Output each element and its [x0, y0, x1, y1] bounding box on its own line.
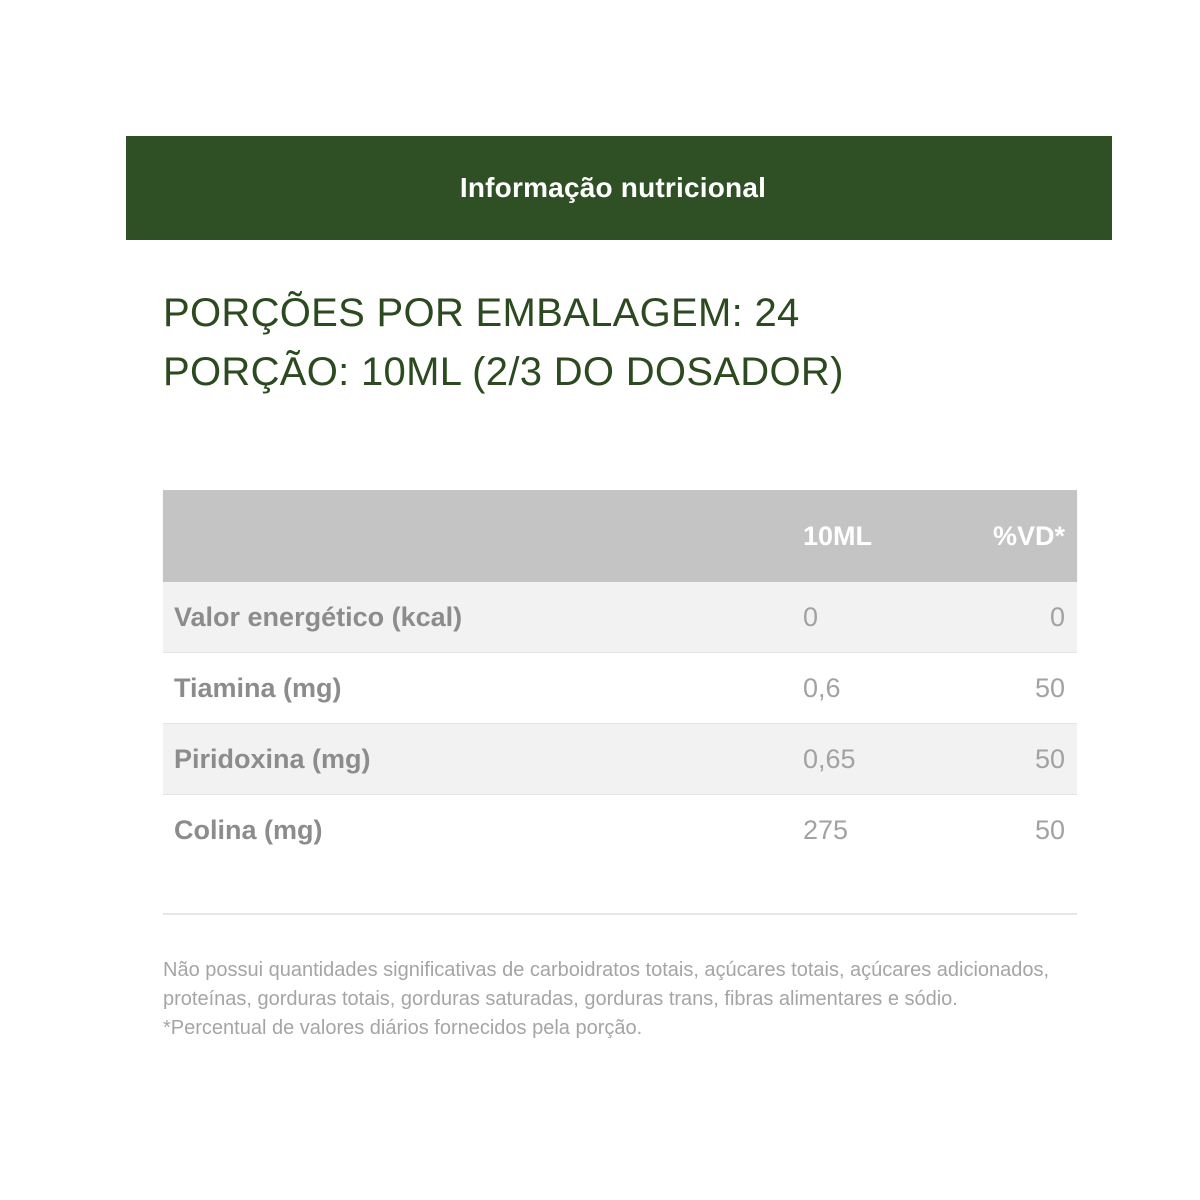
daily-value-note: *Percentual de valores diários fornecidos pela porção.: [163, 1017, 643, 1039]
table-row: [163, 795, 1077, 865]
row-name: Valor energético (kcal): [174, 601, 463, 632]
section-divider: [163, 913, 1077, 915]
portion-size: PORÇÃO: 10ML (2/3 DO DOSADOR): [163, 350, 844, 394]
footnote-text: Não possui quantidades significativas de carboidratos totais, açúcares totais, açúcares adicionados, proteínas, gorduras totais, gorduras saturadas, gorduras trans, fibras alimentares e sódio.: [163, 959, 1050, 1010]
row-daily-value: 50: [1034, 743, 1065, 774]
row-amount: 275: [803, 814, 849, 845]
row-name: Colina (mg): [174, 814, 323, 845]
header-amount: 10ML: [803, 520, 873, 551]
row-daily-value: 0: [1049, 601, 1065, 632]
table-row: [163, 582, 1077, 653]
footnote: [163, 956, 1063, 1043]
row-daily-value: 50: [1034, 672, 1065, 703]
header-daily-value: %VD*: [992, 520, 1065, 551]
nutrition-table: [163, 490, 1077, 865]
table-row: [163, 653, 1077, 724]
table-row: [163, 724, 1077, 795]
nutrition-banner: [126, 136, 1112, 240]
table-header: [163, 490, 1077, 582]
portions-per-package: PORÇÕES POR EMBALAGEM: 24: [163, 291, 800, 335]
row-amount: 0,65: [803, 743, 856, 774]
row-name: Piridoxina (mg): [174, 743, 371, 774]
row-amount: 0: [803, 601, 819, 632]
row-daily-value: 50: [1034, 814, 1065, 845]
row-name: Tiamina (mg): [174, 672, 342, 703]
row-amount: 0,6: [803, 672, 841, 703]
banner-title: Informação nutricional: [459, 172, 767, 203]
serving-info: [163, 284, 1123, 402]
